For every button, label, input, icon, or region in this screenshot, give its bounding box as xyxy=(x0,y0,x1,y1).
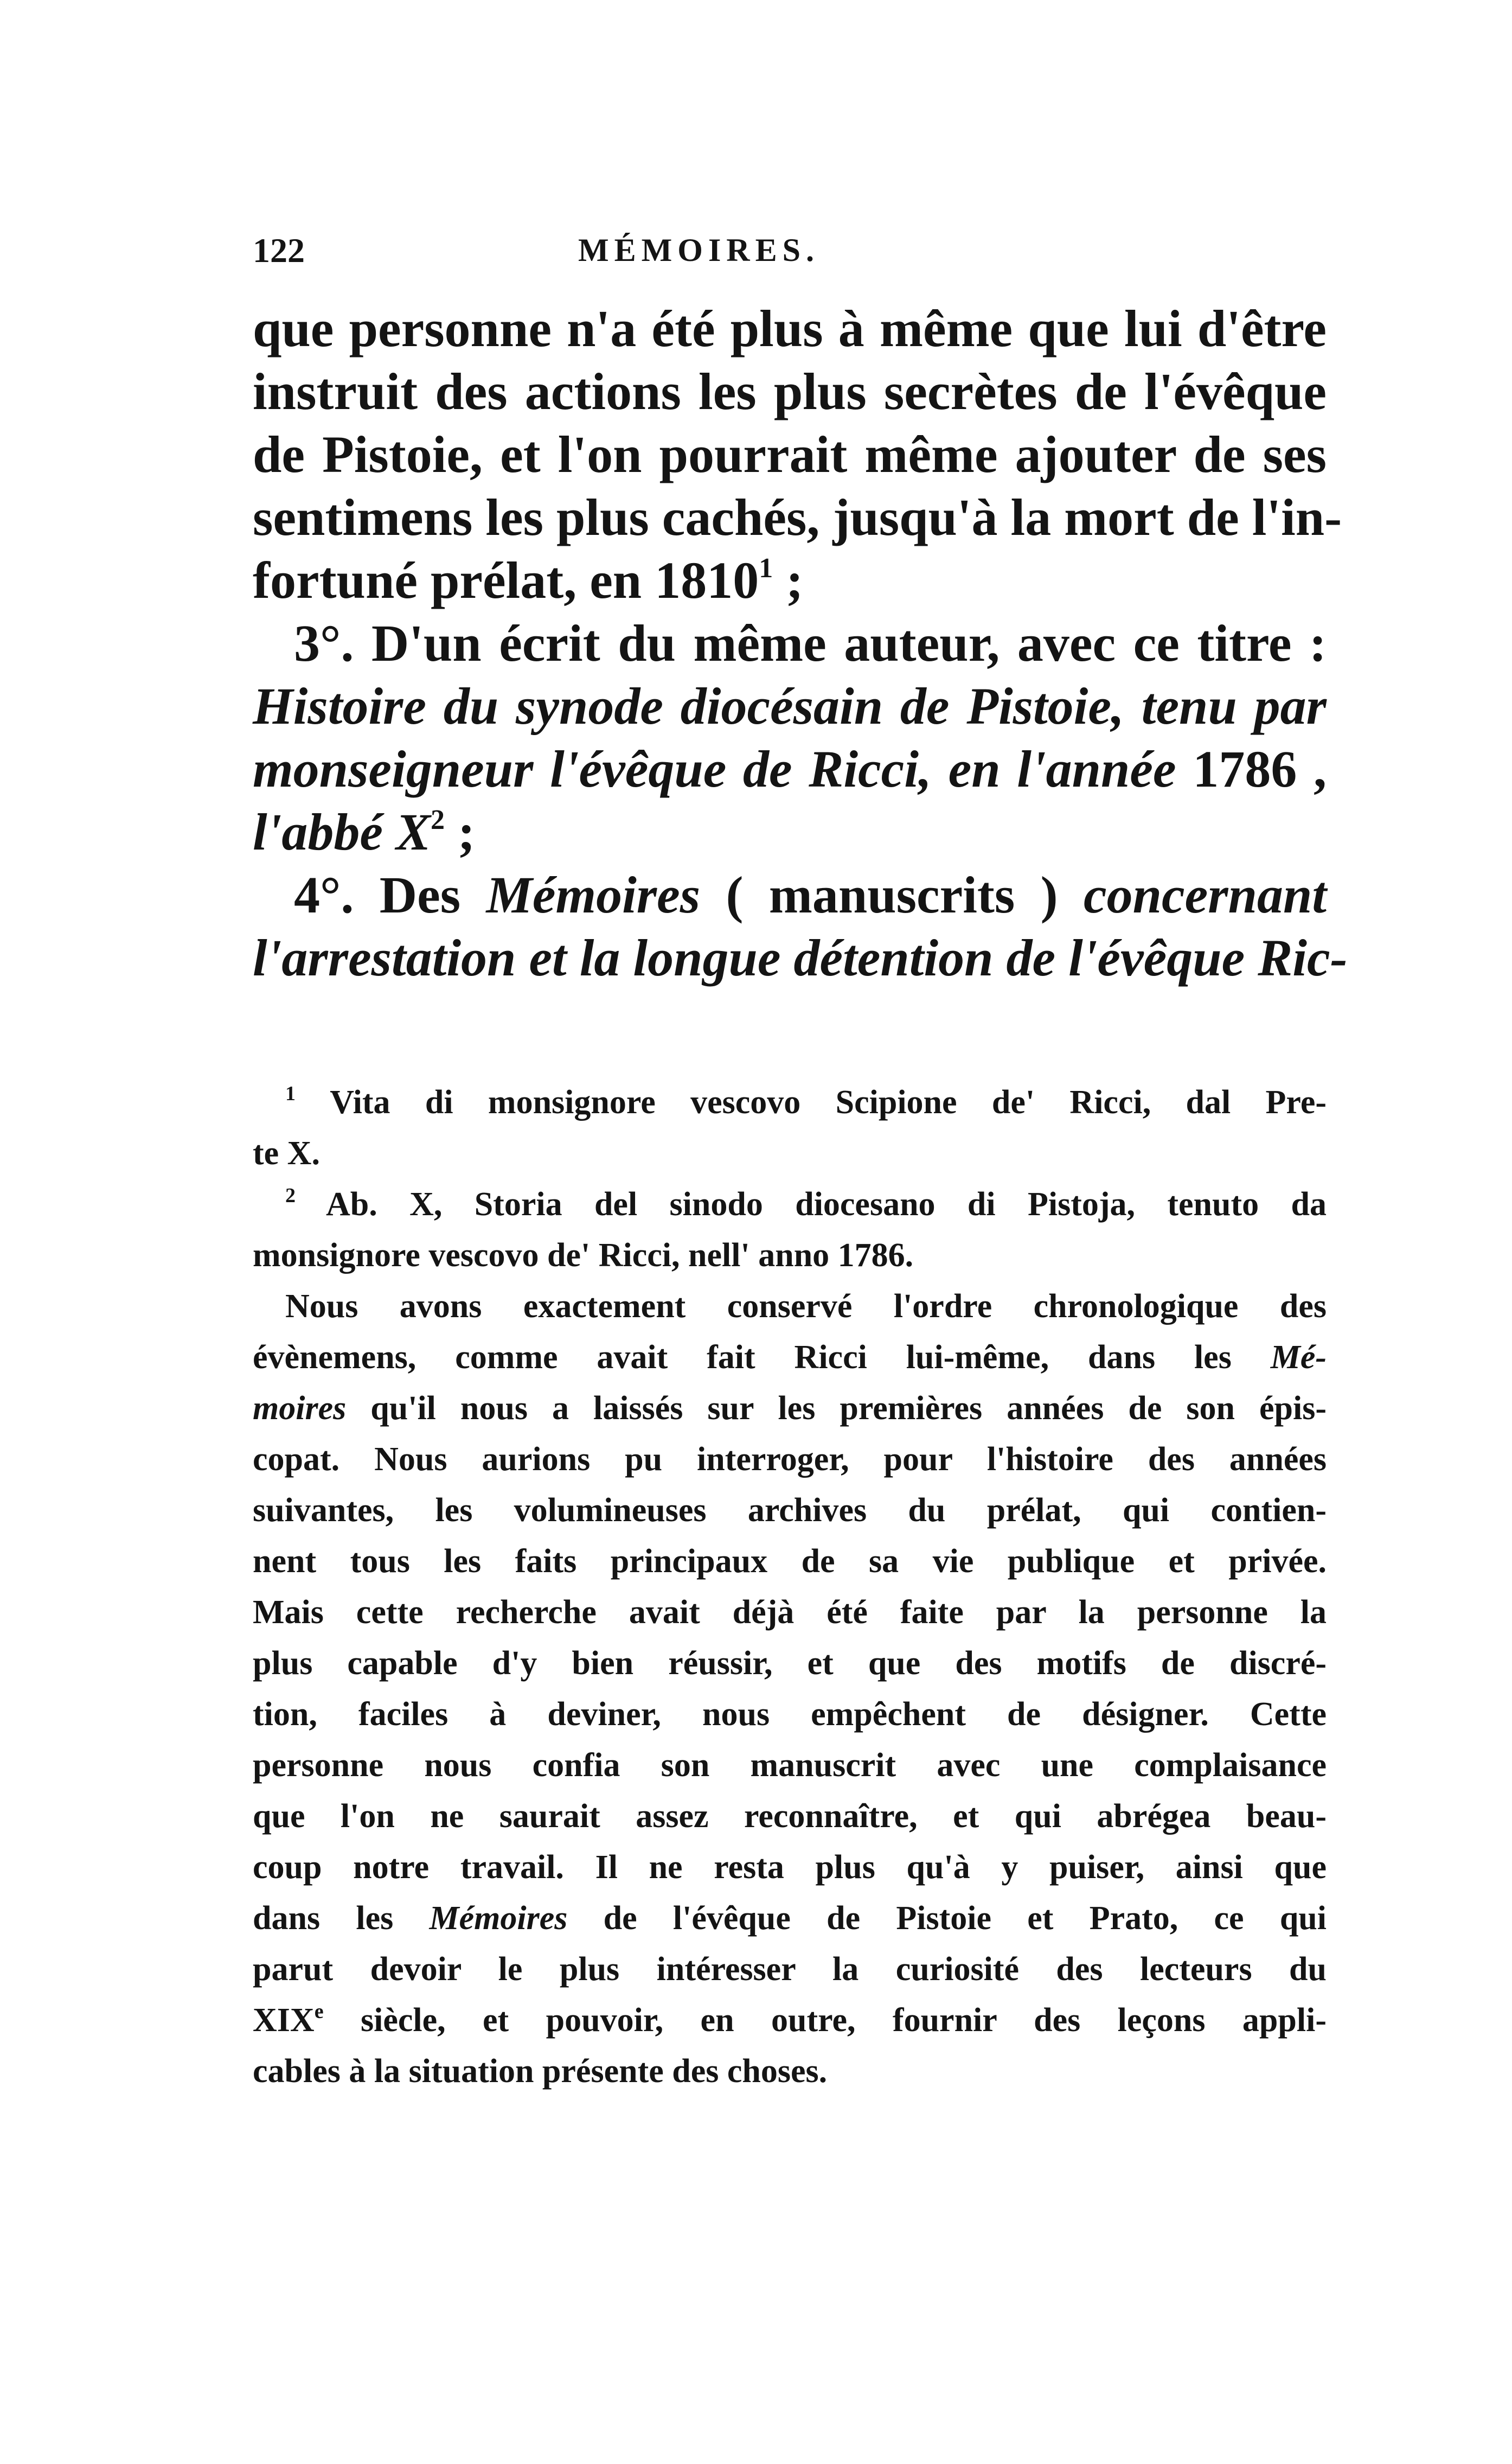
footnotes xyxy=(253,1077,1327,2097)
note-line: plus capable d'y bien réussir, et que des motifs de discré- xyxy=(253,1645,1327,1682)
note-text: qu'il nous a laissés sur les premières années de son épis- xyxy=(346,1390,1327,1427)
body-line: de Pistoie, et l'on pourrait même ajouter de ses xyxy=(253,425,1327,483)
note-text: dans les xyxy=(253,1900,430,1937)
footnote-line xyxy=(253,1179,1327,1230)
note-line: personne nous confia son manuscrit avec une complaisance xyxy=(253,1747,1327,1784)
note-text: évènemens, comme avait fait Ricci lui-même, dans les xyxy=(253,1339,1271,1376)
note-italic: Mémoires xyxy=(429,1900,568,1937)
body-text-segment: 4°. Des xyxy=(294,866,486,924)
note-text: de l'évêque de Pistoie et Prato, ce qui xyxy=(567,1900,1327,1937)
note-line: suivantes, les volumineuses archives du prélat, qui contien- xyxy=(253,1492,1327,1529)
footnote-text: Vita di monsignore vescovo Scipione de' Ricci, dal Pre- xyxy=(296,1084,1327,1121)
italic-title: Mémoires xyxy=(486,866,701,924)
editorial-note xyxy=(253,1281,1327,2097)
body-text-segment: fortuné prélat, en 1810 xyxy=(253,551,759,609)
running-head: MÉMOIRES. xyxy=(578,232,820,268)
note-line: que l'on ne saurait assez reconnaître, et qui abrégea beau- xyxy=(253,1798,1327,1835)
footnote-mark: 1 xyxy=(285,1082,296,1105)
body-text-segment: 1786 , xyxy=(1176,740,1327,798)
body-line xyxy=(253,738,1327,801)
note-line xyxy=(253,1383,1327,1434)
note-line: coup notre travail. Il ne resta plus qu'à y puiser, ainsi que xyxy=(253,1849,1327,1886)
body-text-segment: ( manuscrits ) xyxy=(700,866,1084,924)
note-text: siècle, et pouvoir, en outre, fournir des leçons appli- xyxy=(323,2002,1327,2039)
footnote-reference: 1 xyxy=(759,553,773,584)
body-text xyxy=(253,297,1348,990)
page-header xyxy=(253,231,1327,296)
footnote-reference: 2 xyxy=(430,805,445,835)
note-italic: moires xyxy=(253,1390,347,1427)
body-text-segment: ; xyxy=(773,551,804,609)
page-number: 122 xyxy=(253,231,305,270)
body-line xyxy=(253,864,1327,927)
body-line-italic: Histoire du synode diocésain de Pistoie, tenu par xyxy=(253,677,1327,735)
note-line: copat. Nous aurions pu interroger, pour l'histoire des années xyxy=(253,1441,1327,1478)
superscript: e xyxy=(314,2000,324,2023)
body-line xyxy=(253,801,1327,864)
note-italic: Mé- xyxy=(1270,1339,1327,1376)
footnote-line: te X. xyxy=(253,1135,320,1172)
body-line: que personne n'a été plus à même que lui d'être xyxy=(253,299,1327,358)
footnote-text: Ab. X, Storia del sinodo diocesano di Pistoja, tenuto da xyxy=(296,1186,1327,1223)
footnote-line xyxy=(253,1077,1327,1128)
body-line: instruit des actions les plus secrètes de l'évêque xyxy=(253,362,1327,420)
footnote-mark: 2 xyxy=(285,1184,296,1207)
italic-title: monseigneur l'évêque de Ricci, en l'année xyxy=(253,740,1176,798)
body-line xyxy=(253,549,1327,612)
note-line: parut devoir le plus intéresser la curiosité des lecteurs du xyxy=(253,1951,1327,1988)
note-line: Mais cette recherche avait déjà été faite par la personne la xyxy=(253,1594,1327,1631)
footnote-2 xyxy=(253,1179,1327,1281)
note-line: tion, faciles à deviner, nous empêchent de désigner. Cette xyxy=(253,1696,1327,1733)
note-line xyxy=(253,1332,1327,1383)
body-line: sentimens les plus cachés, jusqu'à la mort de l'in- xyxy=(253,488,1342,546)
note-line: Nous avons exactement conservé l'ordre chronologique des xyxy=(285,1288,1327,1325)
footnote-line: monsignore vescovo de' Ricci, nell' anno 1786. xyxy=(253,1237,914,1274)
footnote-1 xyxy=(253,1077,1327,1179)
note-line: nent tous les faits principaux de sa vie publique et privée. xyxy=(253,1543,1327,1580)
italic-title: concernant xyxy=(1083,866,1327,924)
italic-title: l'abbé X xyxy=(253,803,431,861)
note-line xyxy=(253,1893,1327,1944)
note-text: XIX xyxy=(253,2002,315,2039)
body-text-segment: ; xyxy=(444,803,475,861)
body-line-italic: l'arrestation et la longue détention de l'évêque Ric- xyxy=(253,929,1348,987)
note-line xyxy=(253,1995,1327,2046)
body-line: 3°. D'un écrit du même auteur, avec ce titre : xyxy=(294,614,1327,672)
note-line: cables à la situation présente des choses. xyxy=(253,2053,828,2090)
